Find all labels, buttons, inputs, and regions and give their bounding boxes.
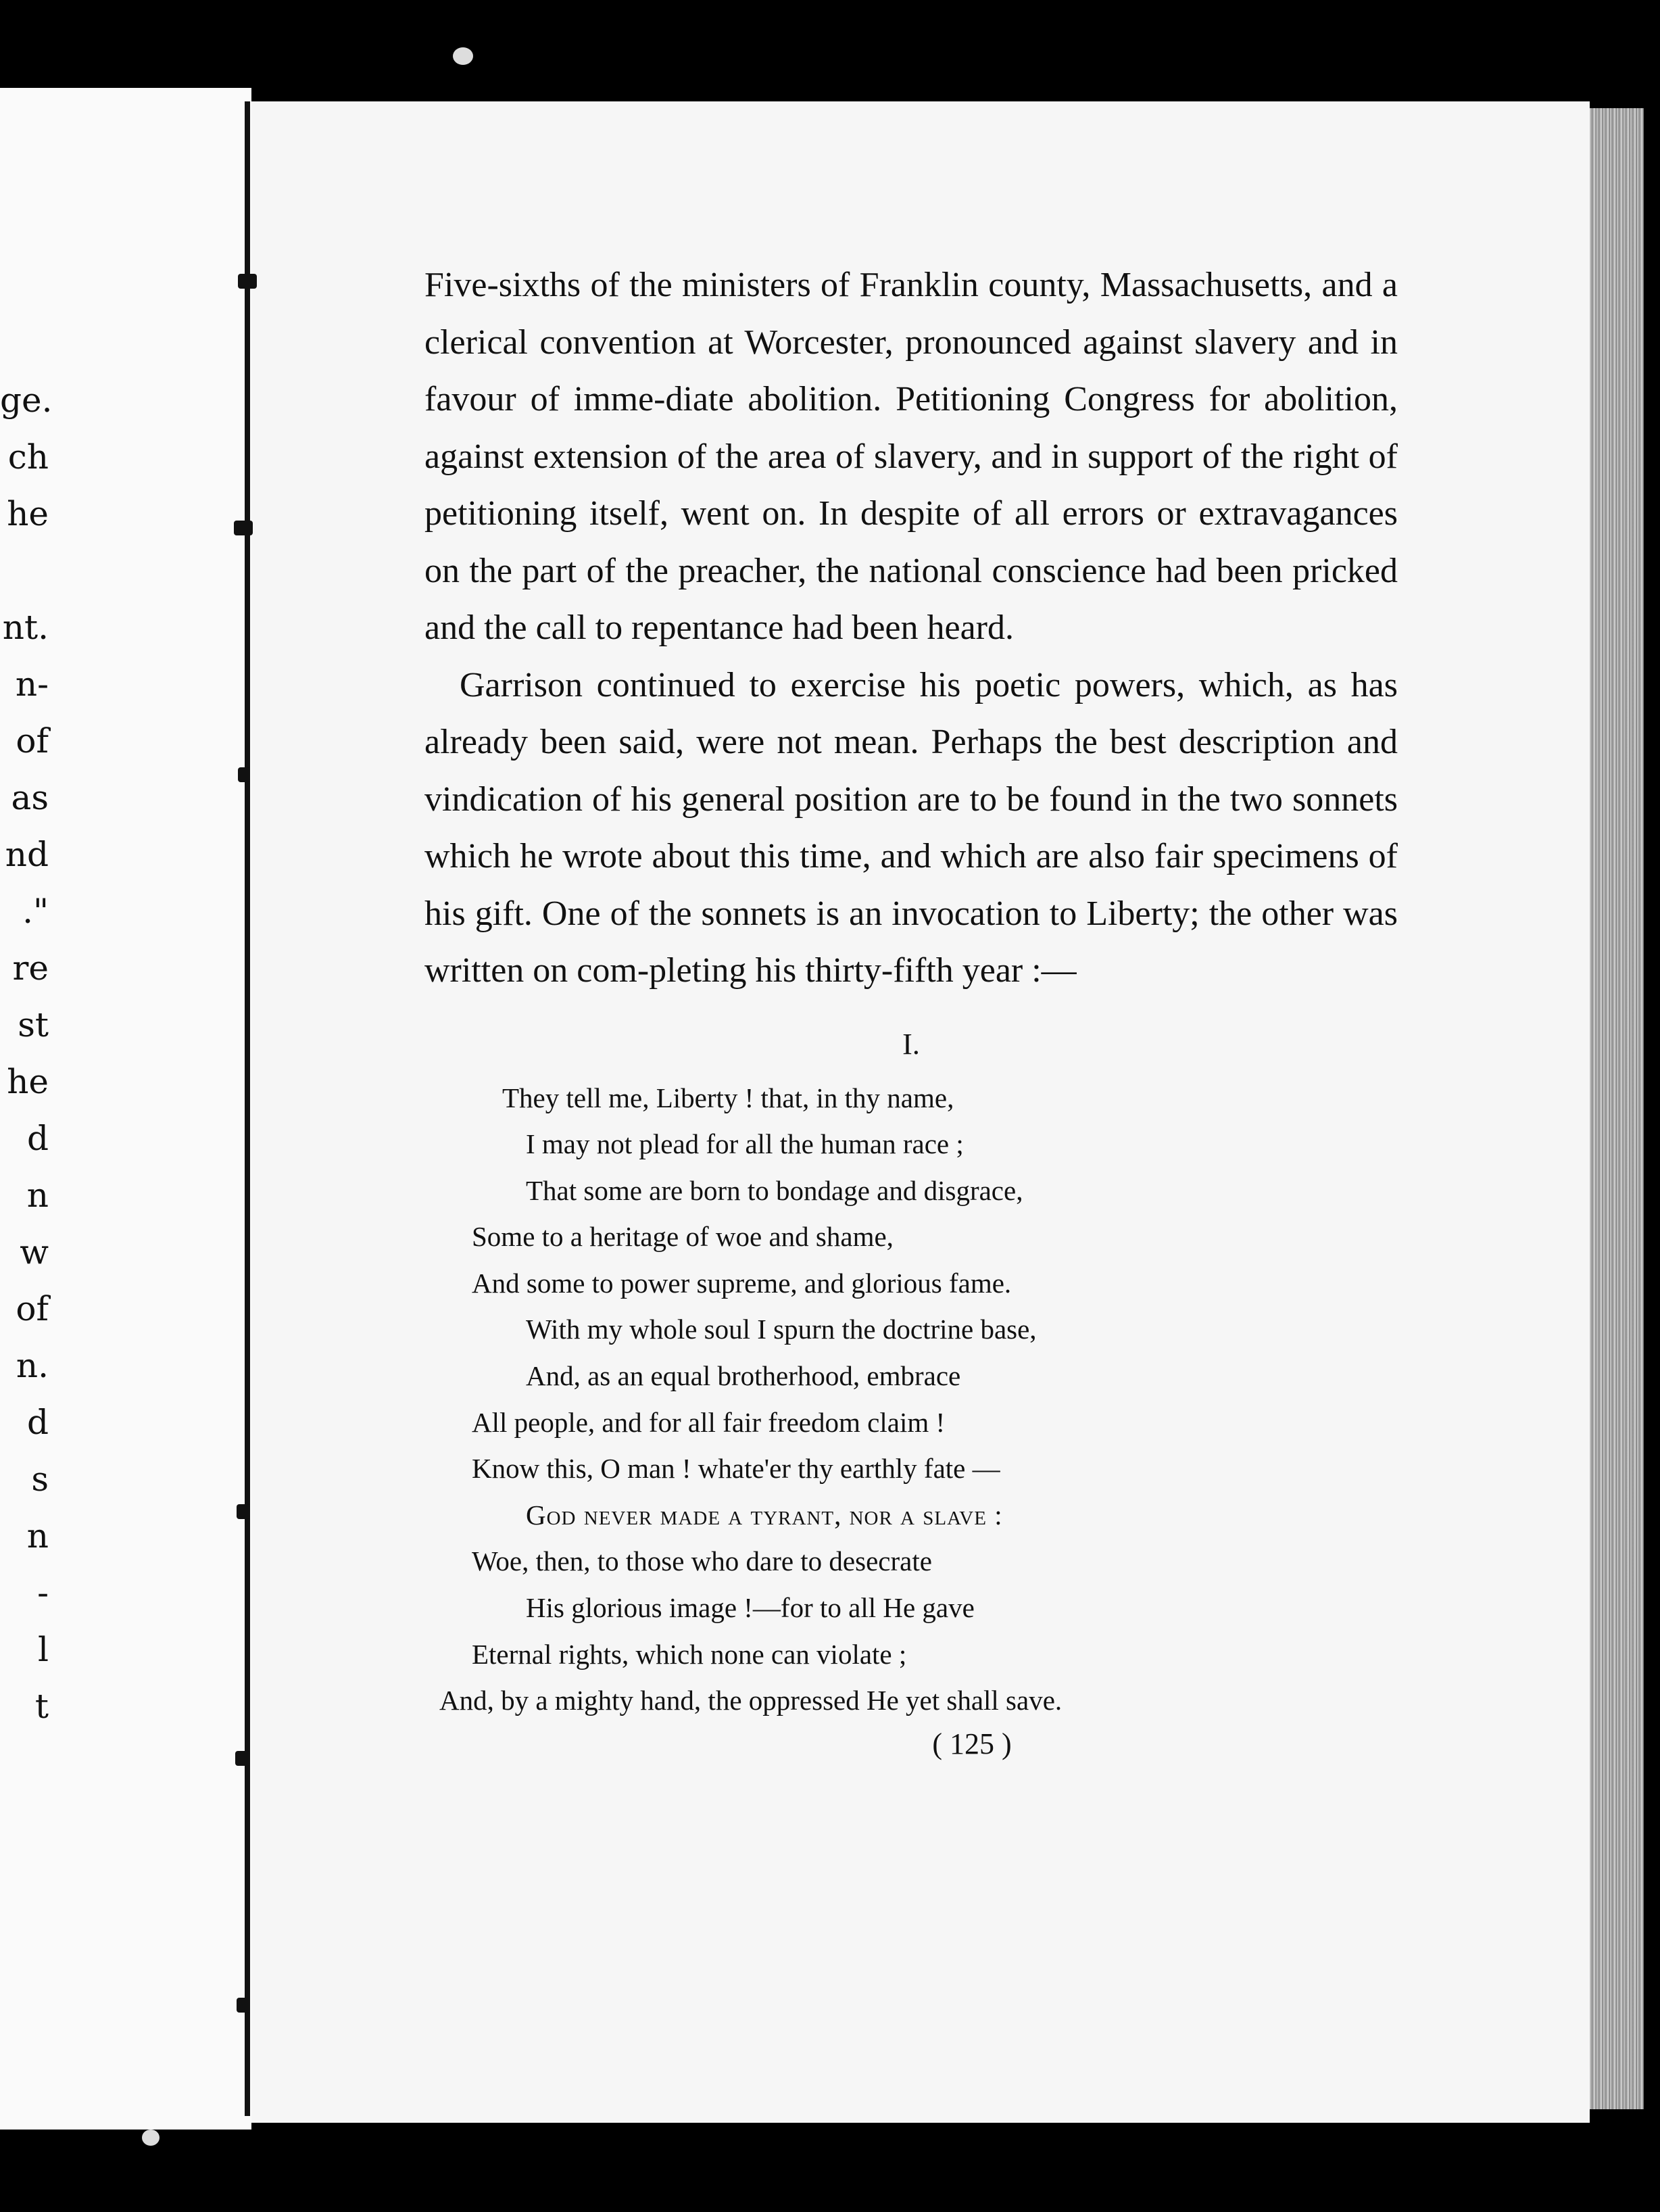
sonnet-line: With my whole soul I spurn the doctrine base, [526, 1314, 1037, 1345]
page-fore-edge [1590, 108, 1644, 2109]
sonnet-line: Eternal rights, which none can violate ; [472, 1638, 907, 1670]
left-page-fragment: d [26, 1119, 49, 1158]
dust-speck [453, 47, 473, 65]
left-page-fragment [0, 1792, 49, 1848]
page-number: ( 125 ) [932, 1727, 1012, 1760]
paragraph-1: Five-sixths of the ministers of Franklin county, Massachusetts, and a clerical convention at Worcester, pronounced against slavery and in favour of imme-diate abolition. Petitioning Congress for abolition, against extension of the area of slavery, and in support of the right of petitioning itself, went on. In despite of all errors or extravagances on the part of the preacher, the national conscience had been pricked and the call to repentance had been heard. [424, 266, 1398, 647]
left-page-fragment: ge. [0, 381, 53, 420]
left-page-fragment: nd [5, 835, 49, 874]
sonnet-line: I may not plead for all the human race ; [526, 1128, 964, 1160]
sonnet-line: That some are born to bondage and disgrace, [526, 1174, 1023, 1206]
left-page-fragment: of [16, 721, 49, 761]
sonnet-line: Know this, O man ! whate'er thy earthly fate — [472, 1453, 1000, 1485]
spine-notch [237, 1998, 250, 2013]
left-page-fragment: n. [16, 1346, 49, 1385]
left-page-fragment: t [34, 1687, 49, 1726]
spine-notch [234, 521, 253, 535]
spine-notch [237, 1504, 250, 1519]
left-page-fragment: st [18, 1005, 49, 1044]
left-facing-page [0, 88, 251, 2130]
left-page-fragment: ." [22, 892, 49, 931]
left-page-fragment: n- [15, 665, 49, 704]
prose-body [424, 257, 1398, 1000]
sonnet-line: And some to power supreme, and glorious fame. [472, 1267, 1012, 1299]
spine-notch [238, 274, 257, 289]
sonnet-line: They tell me, Liberty ! that, in thy name, [502, 1082, 954, 1113]
sonnet-line: God never made a tyrant, nor a slave : [526, 1499, 1003, 1531]
sonnet-line: All people, and for all fair freedom claim ! [472, 1406, 946, 1438]
left-page-fragment: l [38, 1630, 49, 1669]
sonnet-line: Woe, then, to those who dare to desecrate [472, 1545, 932, 1577]
left-page-fragment: n [26, 1516, 49, 1556]
page-text [424, 257, 1398, 1761]
spine-notch [238, 767, 250, 782]
left-page-fragment: s [31, 1460, 49, 1499]
gutter-spine [245, 101, 250, 2116]
spine-notch [235, 1751, 250, 1766]
left-page-fragment: ch [7, 437, 49, 477]
left-page-fragment [0, 542, 49, 599]
sonnet [424, 1075, 1398, 1724]
sonnet-line: And, by a mighty hand, the oppressed He yet shall save. [439, 1685, 1063, 1716]
paragraph-2: Garrison continued to exercise his poetic powers, which, as has already been said, were not mean. Perhaps the best description and vindication of his general position are to be found in the two sonnets which he wrote about this time, and which are also fair specimens of his gift. One of the sonnets is an invocation to Liberty; the other was written on com-pleting his thirty-fifth year :— [424, 665, 1398, 990]
left-page-fragment: of [16, 1289, 49, 1328]
left-page-fragment [0, 1905, 49, 1962]
sonnet-line: His glorious image !—for to all He gave [526, 1592, 975, 1624]
left-page-fragment: as [11, 778, 49, 817]
left-page-fragment: he [7, 1062, 49, 1101]
left-page-fragment: nt. [2, 608, 49, 647]
left-page-fragment: he [7, 494, 49, 533]
dust-speck [142, 2130, 160, 2146]
sonnet-line: Some to a heritage of woe and shame, [472, 1221, 894, 1253]
left-page-fragment [0, 1848, 49, 1905]
sonnet-numeral: I. [902, 1027, 920, 1061]
left-page-fragment: w [20, 1232, 49, 1272]
left-page-fragment: re [12, 948, 49, 988]
left-page-fragment [0, 1735, 49, 1792]
sonnet-line: And, as an equal brotherhood, embrace [526, 1360, 961, 1392]
left-page-text-fragments [0, 372, 54, 1962]
left-page-fragment: d [26, 1403, 49, 1442]
left-page-fragment: n [26, 1176, 49, 1215]
left-page-fragment: - [37, 1573, 49, 1612]
